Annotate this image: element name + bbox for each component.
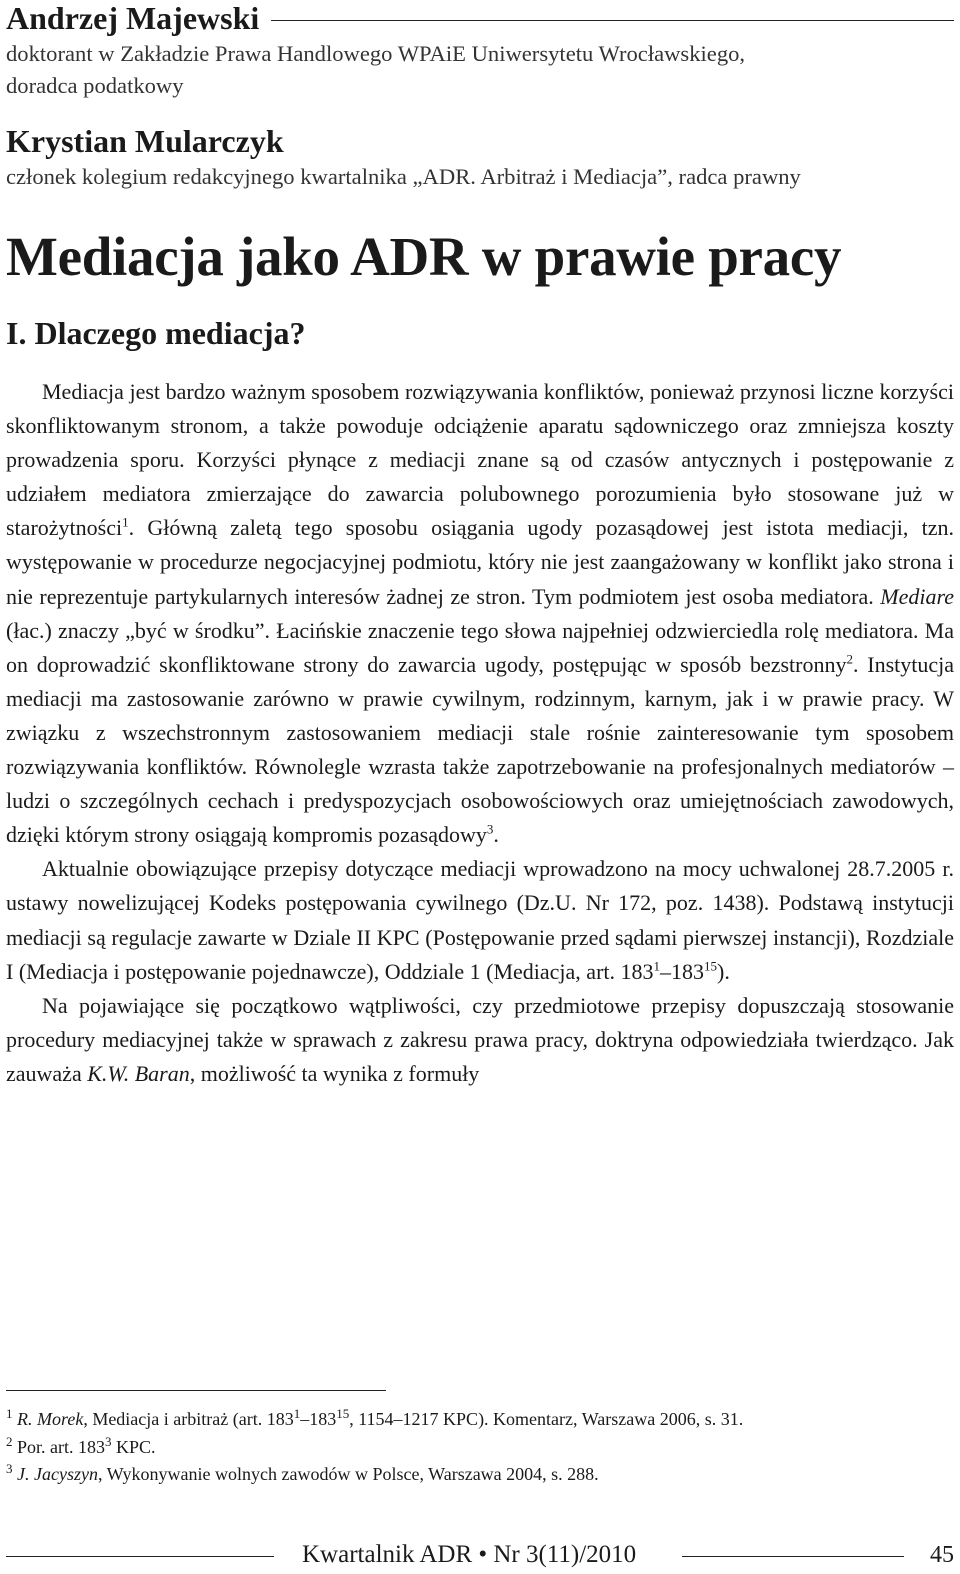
author-name: Andrzej Majewski	[6, 0, 260, 36]
page-number: 45	[930, 1542, 954, 1568]
superscript: 1	[293, 1406, 301, 1421]
italic-term: Mediare	[880, 583, 954, 609]
paragraph	[6, 989, 954, 1091]
text-run: Aktualnie obowiązujące przepisy dotyczące mediacji wprowadzono na mocy uchwalonej 28.7.2005 r. ustawy nowelizującej Kodeks postępowania cywilnego (Dz.U. Nr 172, poz. 1438). Podstawą instytucji mediacji są regulacje zawarte w Dziale II KPC (Postępowanie przed sądami pierwszej instancji), Rozdziale I (Mediacja i postępowanie pojednawcze), Oddziale 1 (Mediacja, art. 183	[6, 856, 954, 984]
author-affiliation-line: członek kolegium redakcyjnego kwartalnika „ADR. Arbitraż i Mediacja”, radca prawny	[6, 164, 801, 189]
author-affiliation-line: doktorant w Zakładzie Prawa Handlowego WPAiE Uniwersytetu Wrocławskiego,	[6, 41, 746, 66]
author-rule	[271, 20, 954, 21]
superscript: 3	[105, 1433, 112, 1449]
text-run: Na pojawiające się początkowo wątpliwości, czy przedmiotowe przepisy dopuszczają stosowanie procedury mediacyjnej także w sprawach z zakresu prawa pracy, doktryna odpowiedziała twierdząco. Jak zauważa	[6, 992, 954, 1086]
footer-rule-right	[682, 1556, 904, 1557]
text-run: Mediacja jest bardzo ważnym sposobem rozwiązywania konfliktów, ponieważ przynosi liczne korzyści skonfliktowanym stronom, a także powoduje odciążenie aparatu sądowniczego oraz zmniejsza koszty prowadzenia sporu. Korzyści płynące z mediacji znane są od czasów antycznych i postępowanie z udziałem mediatora zmierzające do zawarcia polubownego porozumienia było stosowane już w starożytności	[6, 379, 954, 541]
author-affiliation-line: doradca podatkowy	[6, 73, 184, 98]
text-run: –183	[300, 1409, 337, 1429]
footnote-rule	[6, 1390, 386, 1391]
footnote	[6, 1461, 954, 1489]
footnote-ref[interactable]: 1	[122, 515, 129, 531]
superscript: 15	[336, 1406, 350, 1421]
section-heading: I. Dlaczego mediacja?	[6, 315, 306, 351]
text-run: Por. art. 183	[17, 1436, 105, 1457]
footnotes	[6, 1406, 954, 1489]
superscript: 15	[704, 958, 718, 974]
author-block-2	[6, 121, 954, 193]
text-run: ).	[717, 958, 730, 984]
text-run: , możliwość ta wynika z formuły	[189, 1060, 480, 1086]
footnote	[6, 1406, 954, 1434]
footnote	[6, 1434, 954, 1462]
document-page	[6, 0, 954, 1574]
footnote-author: R. Morek	[17, 1409, 84, 1429]
footer-rule-left	[6, 1556, 274, 1557]
italic-author: K.W. Baran	[87, 1060, 190, 1086]
footnote-number: 3	[6, 1461, 13, 1476]
article-title: Mediacja jako ADR w prawie pracy	[6, 226, 842, 287]
text-run: . Główną zaletą tego sposobu osiągania ugody pozasądowej jest istota mediacji, tzn. występowanie w procedurze negocjacyjnej podmiotu, który nie jest zaangażowany w konflikt jako strona i nie reprezentuje partykularnych interesów żadnej ze stron. Tym podmiotem jest osoba mediatora.	[6, 515, 954, 609]
text-run: , Wykonywanie wolnych zawodów w Polsce, Warszawa 2004, s. 288.	[97, 1464, 599, 1484]
text-run: . Instytucja mediacji ma zastosowanie zarówno w prawie cywilnym, rodzinnym, karnym, jak i w prawie pracy. W związku z wszechstronnym zastosowaniem mediacji stale rośnie zainteresowanie tym sposobem rozwiązywania konfliktów. Równolegle wzrasta także zapotrzebowanie na profesjonalnych mediatorów – ludzi o szczególnych cechach i predyspozycjach osobowościowych oraz umiejętnościach zawodowych, dzięki którym strony osiągają kompromis pozasądowy	[6, 651, 954, 848]
footnote-ref[interactable]: 3	[486, 821, 494, 837]
text-run: , Mediacja i arbitraż (art. 183	[83, 1409, 294, 1429]
text-run: –183	[660, 958, 705, 984]
footnote-author: J. Jacyszyn	[17, 1464, 98, 1484]
footnote-number: 1	[6, 1406, 13, 1421]
text-run: , 1154–1217 KPC). Komentarz, Warszawa 2006, s. 31.	[349, 1409, 744, 1429]
article-body	[6, 375, 954, 1091]
author-header	[6, 0, 954, 38]
text-run: (łac.) znaczy „być w środku”. Łacińskie znaczenie tego słowa najpełniej odzwierciedla rolę mediatora. Ma on doprowadzić skonfliktowane strony do zawarcia ugody, postępując w sposób bezstronny	[6, 617, 954, 677]
text-run: KPC.	[111, 1436, 156, 1457]
page-footer	[6, 1540, 954, 1570]
superscript: 1	[653, 958, 661, 974]
author-name: Krystian Mularczyk	[6, 123, 284, 159]
paragraph	[6, 375, 954, 852]
footnote-number: 2	[6, 1433, 13, 1449]
journal-name: Kwartalnik ADR • Nr 3(11)/2010	[302, 1541, 637, 1568]
text-run: .	[493, 822, 499, 848]
footnote-ref[interactable]: 2	[846, 651, 853, 667]
author-block-1	[6, 0, 954, 102]
paragraph	[6, 852, 954, 988]
